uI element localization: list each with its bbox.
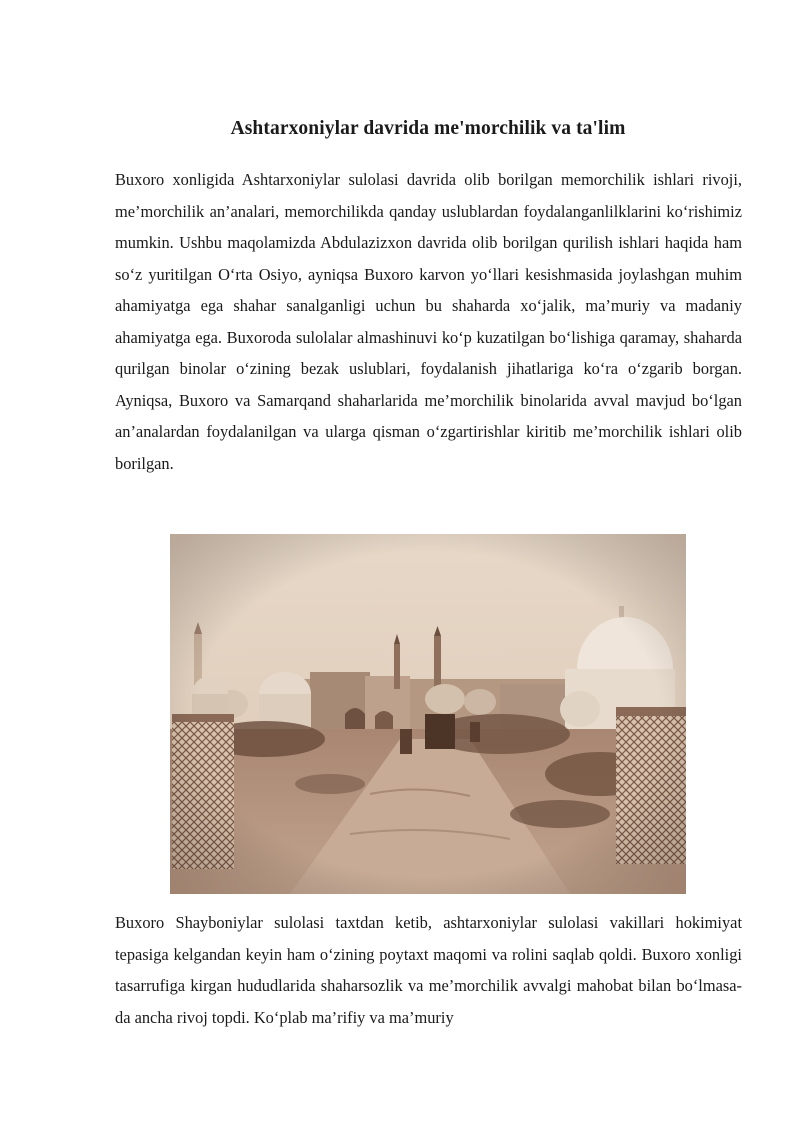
paragraph-intro: Buxoro xonligida Ashtarxoniylar sulolasi davrida olib borilgan memorchilik ishlari rivoji, me’morchilik an’analari, memorchilikda qanday uslublardan foydalanganlilklarini ko‘rishimiz mumkin. Ushbu maqolamizda Abdulazizxon davrida olib borilgan qurilish ishlari haqida ham so‘z yuritilgan O‘rta Osiyo, ayniqsa Buxoro karvon yo‘llari kesishmasida joylashgan muhim ahamiyatga ega shahar sanalganligi uchun bu shaharda xo‘jalik, ma’muriy va madaniy ahamiyatga ega. Buxoroda sulolalar almashinuvi ko‘p kuzatilgan bo‘lishiga qaramay, shaharda qurilgan binolar o‘zining bezak uslublari, foydalanish jihatlariga ko‘ra o‘zgarib borgan. Ayniqsa, Buxoro va Samarqand shaharlarida me’morchilik binolarida avval mavjud bo‘lgan an’analardan foydalanilgan va ularga qisman o‘zgartirishlar kiritib me’morchilik ishlari olib borilgan.: [115, 170, 742, 473]
historical-photo-bukhara-cemetery: [170, 534, 686, 894]
paragraph-continued: Buxoro Shayboniylar sulolasi taxtdan ketib, ashtarxoniylar sulolasi vakillari hokimiyat tepasiga kelgandan keyin ham o‘zining poytaxt maqomi va rolini saqlab qoldi. Buxoro xonligi tasarrufiga kirgan hududlarida shaharsozlik va me’morchilik avvalgi mahobat bilan bo‘lmasa-da ancha rivoj topdi. Ko‘plab ma’rifiy va ma’muriy: [115, 913, 742, 1027]
page-title: Ashtarxoniylar davrida me'morchilik va ta'lim: [230, 118, 626, 139]
